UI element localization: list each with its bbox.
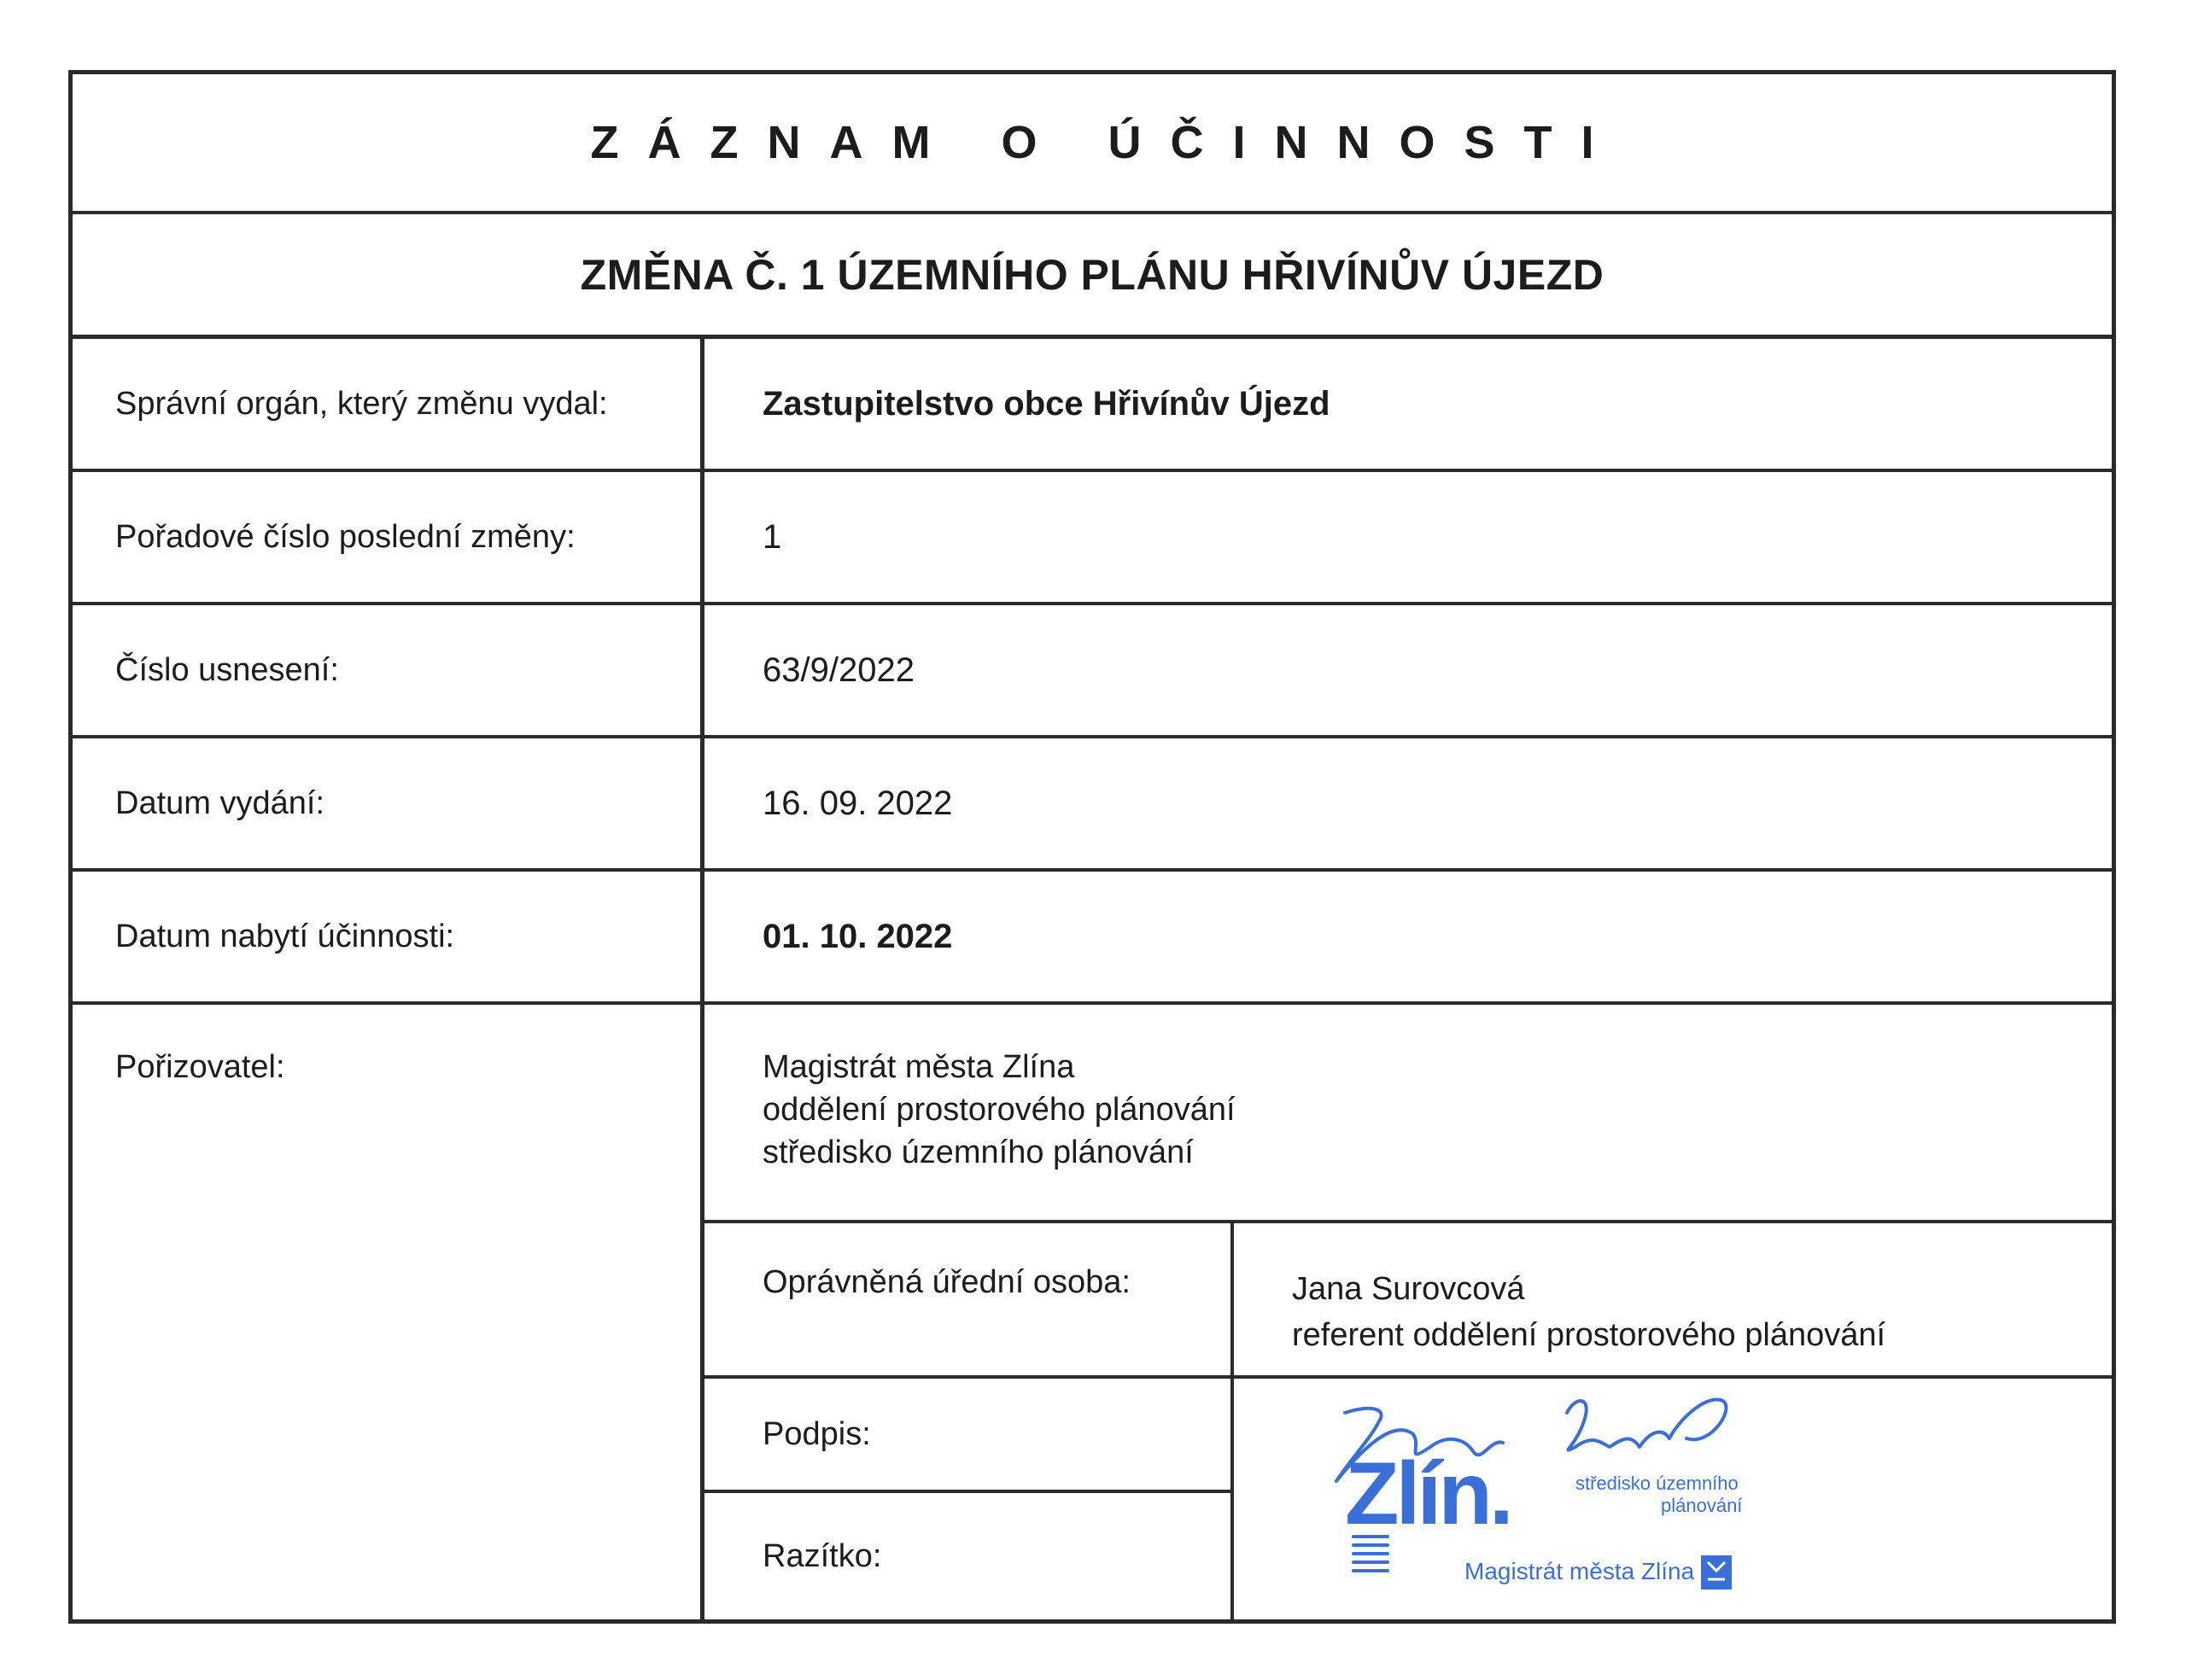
field-label: Datum vydání:: [73, 738, 704, 868]
stamp-graphic: [1319, 1387, 1797, 1601]
osoba-name: Jana Surovcová: [1292, 1271, 1525, 1307]
signature-stamp-area: [1234, 1379, 2112, 1619]
field-label: Pořadové číslo poslední změny:: [73, 472, 704, 602]
razitko-label: Razítko:: [704, 1493, 1234, 1619]
org-line: středisko územního plánování: [763, 1135, 1194, 1170]
title-row: [73, 74, 2112, 214]
field-row-spravni-organ: [73, 339, 2112, 472]
porizovatel-organization: [704, 1005, 2112, 1223]
org-line: Magistrát města Zlína: [763, 1049, 1075, 1085]
field-value: Zastupitelstvo obce Hřivínův Újezd: [763, 384, 1330, 423]
field-label: Číslo usnesení:: [73, 605, 704, 735]
podpis-label: Podpis:: [704, 1379, 1234, 1493]
stamp-text-line3: Magistrát města Zlína: [1464, 1558, 1695, 1584]
signature-stroke: [1567, 1399, 1726, 1450]
subtitle-row: [73, 214, 2112, 339]
porizovatel-section: [73, 1005, 2112, 1619]
field-row-datum-ucinnosti: [73, 872, 2112, 1005]
field-row-poradove-cislo: [73, 472, 2112, 605]
porizovatel-details: [704, 1005, 2112, 1619]
document-title: ZÁZNAM O ÚČINNOSTI: [590, 117, 1623, 168]
stamp-text-line1: středisko územního: [1575, 1473, 1739, 1494]
field-value: 16. 09. 2022: [763, 784, 953, 822]
osoba-role: referent oddělení prostorového plánování: [1292, 1317, 1886, 1353]
osoba-label: Oprávněná úřední osoba:: [704, 1223, 1234, 1379]
field-label: Datum nabytí účinnosti:: [73, 872, 704, 1001]
field-row-cislo-usneseni: [73, 605, 2112, 738]
stamp-logo: Zlín.: [1345, 1444, 1511, 1543]
field-value: 63/9/2022: [763, 650, 915, 689]
porizovatel-label: Pořizovatel:: [73, 1005, 704, 1619]
field-row-datum-vydani: [73, 738, 2112, 872]
org-line: oddělení prostorového plánování: [763, 1092, 1236, 1128]
stamp-text-line2: plánování: [1661, 1495, 1743, 1516]
osoba-value: [1234, 1223, 2112, 1379]
record-document: [68, 70, 2116, 1624]
field-label: Správní orgán, který změnu vydal:: [73, 339, 704, 469]
document-subtitle: ZMĚNA Č. 1 ÚZEMNÍHO PLÁNU HŘIVÍNŮV ÚJEZD: [580, 250, 1604, 299]
field-value: 1: [763, 517, 782, 556]
field-value: 01. 10. 2022: [763, 917, 953, 955]
